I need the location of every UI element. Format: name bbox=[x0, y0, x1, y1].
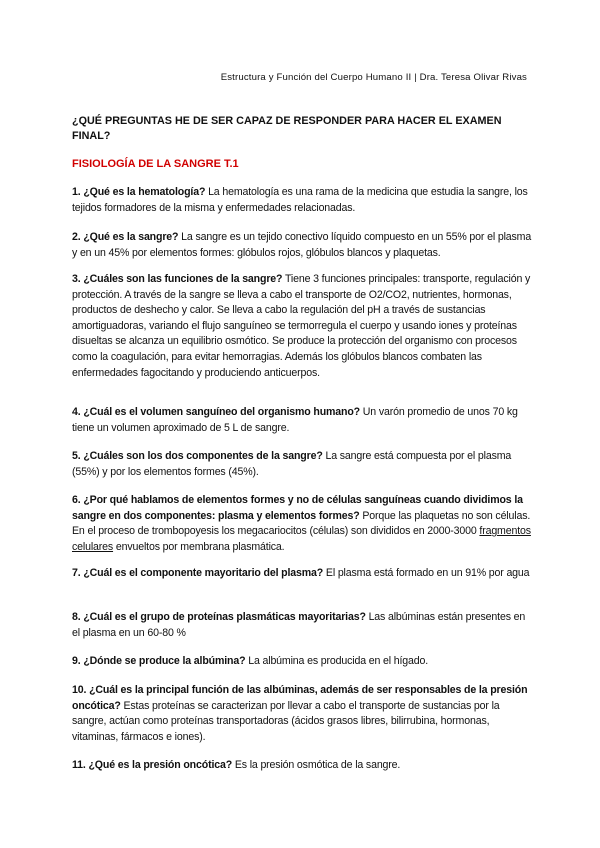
answer-text: Estas proteínas se caracterizan por llevar a cabo el transporte de sustancias por la sangre, actúan como proteínas transportadoras (ácidos grasos libres, bilirrubina, hormonas, vitaminas, fármacos e iones). bbox=[72, 699, 500, 743]
question-8 bbox=[72, 610, 534, 641]
question-5 bbox=[72, 449, 534, 480]
question-text: 4. ¿Cuál es el volumen sanguíneo del organismo humano? bbox=[72, 406, 360, 418]
question-text: 3. ¿Cuáles son las funciones de la sangre? bbox=[72, 273, 283, 285]
question-7 bbox=[72, 566, 534, 582]
question-text: 7. ¿Cuál es el componente mayoritario del plasma? bbox=[72, 567, 324, 579]
answer-text: La hematología es una rama de la medicina que estudia la sangre, los tejidos formadores de la misma y enfermedades relacionadas. bbox=[72, 186, 528, 214]
answer-link[interactable]: fragmentos celulares bbox=[72, 525, 531, 553]
section-heading: FISIOLOGÍA DE LA SANGRE T.1 bbox=[72, 158, 239, 170]
question-text: 5. ¿Cuáles son los dos componentes de la sangre? bbox=[72, 450, 323, 462]
document-title: ¿QUÉ PREGUNTAS HE DE SER CAPAZ DE RESPONDER PARA HACER EL EXAMEN FINAL? bbox=[72, 115, 502, 142]
answer-text: Porque las plaquetas no son células. En el proceso de trombopoyesis los megacariocitos (células) son divididos en 2000-3000 bbox=[72, 509, 531, 538]
answer-text: La albúmina es producida en el hígado. bbox=[248, 655, 429, 667]
answer-text: Las albúminas están presentes en el plasma en un 60-80 % bbox=[72, 611, 526, 639]
question-text: 1. ¿Qué es la hematología? bbox=[72, 186, 206, 198]
question-text: 10. ¿Cuál es la principal función de las albúminas, además de ser responsables de la presión oncótica? bbox=[72, 684, 528, 712]
question-2 bbox=[72, 230, 534, 261]
question-10 bbox=[72, 683, 534, 745]
answer-text: Es la presión osmótica de la sangre. bbox=[234, 759, 401, 771]
answer-text: envueltos por membrana plasmática. bbox=[115, 540, 285, 553]
question-4 bbox=[72, 405, 534, 436]
answer-text: Un varón promedio de unos 70 kg tiene un volumen aproximado de 5 L de sangre. bbox=[72, 406, 518, 434]
answer-text: El plasma está formado en un 91% por agua bbox=[325, 567, 530, 579]
question-text: 6. ¿Por qué hablamos de elementos formes y no de células sanguíneas cuando dividimos la sangre en dos componentes: plasma y elementos formes? bbox=[72, 494, 523, 522]
question-6 bbox=[72, 493, 534, 555]
answer-text: La sangre está compuesta por el plasma (55%) y por los elementos formes (45%). bbox=[72, 450, 512, 478]
answer-text: Tiene 3 funciones principales: transporte, regulación y protección. A través de la sangre se lleva a cabo el transporte de O2/CO2, nutrientes, hormonas, productos de deshecho y calor. Se lleva a cabo la regulación del pH a través de sustancias amortiguadoras, variando el flujo sanguíneo se termorregula el cuerpo y usando iones y proteínas disueltas se alcanza un equilibrio osmótico. Se produce la protección del organismo con procesos como la coagulación, para evitar hemorragias. Además los glóbulos blancos combaten las enfermedades fagocitando y produciendo anticuerpos. bbox=[72, 273, 531, 379]
question-text: 2. ¿Qué es la sangre? bbox=[72, 231, 179, 243]
question-text: 11. ¿Qué es la presión oncótica? bbox=[72, 759, 233, 771]
question-1 bbox=[72, 185, 534, 216]
question-text: 8. ¿Cuál es el grupo de proteínas plasmáticas mayoritarias? bbox=[72, 611, 366, 623]
question-text: 9. ¿Dónde se produce la albúmina? bbox=[72, 655, 246, 667]
question-9 bbox=[72, 654, 534, 670]
answer-text: La sangre es un tejido conectivo líquido compuesto en un 55% por el plasma y en un 45% por elementos formes: glóbulos rojos, glóbulos blancos y plaquetas. bbox=[72, 231, 532, 259]
question-3 bbox=[72, 272, 534, 381]
question-11 bbox=[72, 758, 534, 774]
running-header: Estructura y Función del Cuerpo Humano II | Dra. Teresa Olivar Rivas bbox=[220, 72, 527, 83]
